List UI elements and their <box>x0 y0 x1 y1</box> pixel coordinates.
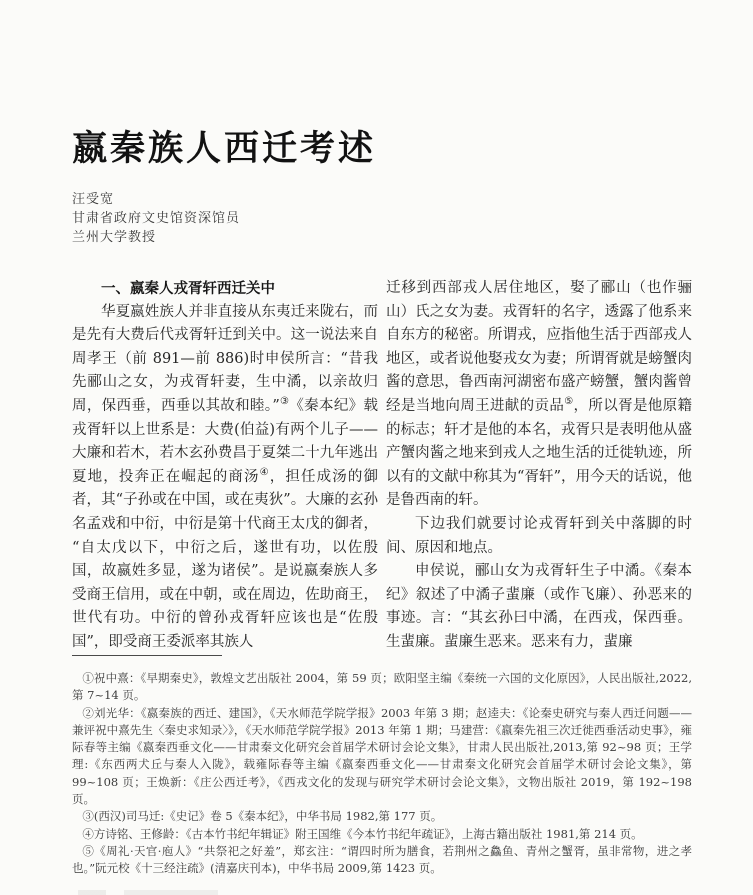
footnote-ref: ⑤ <box>564 396 574 408</box>
footnote-item: ②刘光华：《嬴秦族的西迁、建国》，《天水师范学院学报》2003 年第 3 期；赵逵夫：《论秦史研究与秦人西迁问题——兼评祝中熹先生〈秦史求知录〉》，《天水师范学院学报》2013 年第 1 期；马建营：《嬴秦先祖三次迁徙西垂活动史事》，雍际春等主编《嬴秦西垂文化——甘肃秦文化研究会首届学术研讨会论文集》，甘肃人民出版社,2013,第 92~98 页；王学理:《东西两犬丘与秦人入陇》，载雍际春等主编《嬴秦西垂文化——甘肃秦文化研究会首届学术研讨会论文集》，第 99~108 页；王焕新：《庄公西迁考》，《西戎文化的发现与研究学术研讨会论文集》，文物出版社 2019，第 192~198 页。 <box>72 705 692 807</box>
page-edge-artifact <box>78 890 258 895</box>
footnote-area <box>72 655 692 878</box>
footnote-item: ⑤《周礼·天官·庖人》“共祭祀之好羞”，郑玄注：“谓四时所为膳食，若荆州之鱻鱼、青州之蟹胥，虽非常物，进之孝也。”阮元校《十三经注疏》(清嘉庆刊本)，中华书局 2009,第 1423 页。 <box>72 843 692 876</box>
author-affiliation-1: 甘肃省政府文史馆资深馆员 <box>72 211 241 226</box>
author-block <box>72 190 692 247</box>
left-column-paragraphs <box>72 301 378 655</box>
footnote-item: ④方诗铭、王修龄：《古本竹书纪年辑证》附王国维《今本竹书纪年疏证》，上海古籍出版社 1981,第 214 页。 <box>82 826 643 841</box>
footnote-separator <box>72 655 222 656</box>
right-column <box>386 277 692 655</box>
text-run: ，所以胥是他原籍的标志；轩才是他的本名，戎胥只是表明他从盛产蟹肉酱之地来到戎人之地生活的迁徙轨迹，所以有的文献中称其为“胥轩”，用今天的话说，他是鲁西南的轩。 <box>386 397 693 509</box>
footnote-item: ③(西汉)司马迁:《史记》卷 5《秦本纪》，中华书局 1982,第 177 页。 <box>82 809 443 824</box>
author-name: 汪受宽 <box>72 192 115 207</box>
right-column-paragraphs <box>386 277 692 655</box>
body-paragraph <box>386 513 692 560</box>
body-paragraph <box>386 277 692 513</box>
body-columns <box>72 277 692 655</box>
footnote-list <box>72 670 692 878</box>
body-paragraph <box>386 560 692 654</box>
section-heading: 一、嬴秦人戎胥轩西迁关中 <box>101 280 275 297</box>
text-run: 华夏嬴姓族人并非直接从东夷迁来陇右，而是先有大费后代戎胥轩迁到关中。这一说法来自周孝王（前 891—前 886)时申侯所言：“昔我先郦山之女，为戎胥轩妻，生中潏，以亲故归周，保西垂，西垂以其故和睦。” <box>72 303 378 414</box>
footnote-item: ①祝中熹：《早期秦史》，敦煌文艺出版社 2004，第 59 页；欧阳坚主编《秦统一六国的文化原因》，人民出版社,2022,第 7~14 页。 <box>72 671 692 703</box>
body-paragraph <box>72 301 378 655</box>
author-affiliation-2: 兰州大学教授 <box>72 230 157 245</box>
left-column <box>72 277 378 655</box>
footnote-ref: ③ <box>279 396 290 408</box>
text-run: 申侯说，郦山女为戎胥轩生子中潏。《秦本纪》叙述了中潏子蜚廉（或作飞廉）、孙恶来的事迹。言：“其玄孙曰中潏，在西戎，保西垂。生蜚廉。蜚廉生恶来。恶来有力，蜚廉 <box>386 563 692 650</box>
article-title: 嬴秦族人西迁考述 <box>72 128 377 169</box>
footnote-ref: ④ <box>259 466 270 478</box>
text-run: 《秦本纪》载戎胥轩以上世系是：大费(伯益)有两个儿子——大廉和若木，若木玄孙费昌于夏桀二十九年逃出夏地，投奔正在崛起的商汤 <box>72 397 378 485</box>
text-run: 下边我们就要讨论戎胥轩到关中落脚的时间、原因和地点。 <box>386 515 692 556</box>
text-run: 迁移到西部戎人居住地区，娶了郦山（也作骊山）氏之女为妻。戎胥轩的名字，透露了他系来自东方的秘密。所谓戎，应指他生活于西部戎人地区，或者说他娶戎女为妻；所谓胥就是螃蟹肉酱的意思，鲁西南河湖密布盛产螃蟹，蟹肉酱曾经是当地向周王进献的贡品 <box>386 280 692 414</box>
text-run: ，担任成汤的御者，其“子孙或在中国，或在夷狄”。大廉的玄孙名孟戏和中衍，中衍是第十代商王太戊的御者，“自太戊以下，中衍之后，遂世有功，以佐殷国，故嬴姓多显，遂为诸侯”。是说嬴秦族人多受商王信用，或在中朝，或在周边，佐助商王，世代有功。中衍的曾孙戎胥轩应该也是“佐殷国”，即受商王委派率其族人 <box>72 468 379 650</box>
